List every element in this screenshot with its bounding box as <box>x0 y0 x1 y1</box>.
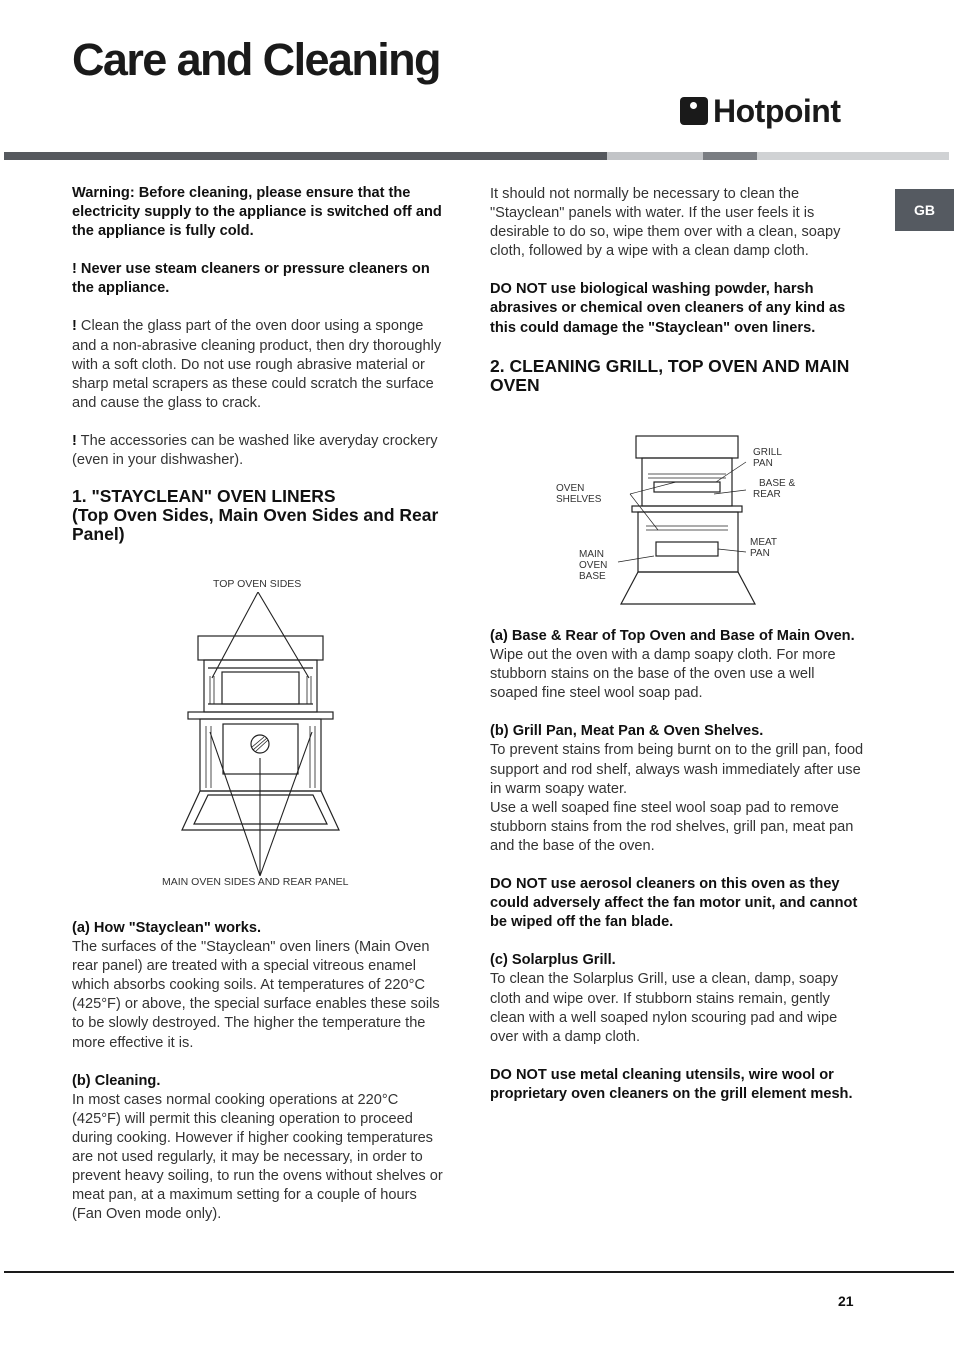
oven-divider <box>188 712 333 719</box>
cleaning-text: In most cases normal cooking operations at 220°C (425°F) will permit this cleaning operation to proceed during cooking. However if higher cooking temperatures are not used regularly, it may be necessary, in order to prevent heavy soiling, to run the ovens without shelves or meat pan, at a maximum setting for a couple of hours (Fan Oven mode only). <box>72 1091 443 1223</box>
base-rear-line-2: REAR <box>753 489 781 500</box>
fan-hatch <box>252 737 268 752</box>
warning-text: Warning: Before cleaning, please ensure that the electricity supply to the appliance is switched off and the appliance is fully cold. <box>72 185 442 240</box>
meat-pan-line-2: PAN <box>750 548 770 559</box>
oven-shelves-line-1: OVEN <box>556 483 585 494</box>
grill-pan-line-2: PAN <box>753 458 773 469</box>
main-sides-pointer-lines <box>210 732 312 876</box>
how-heading: (a) How "Stayclean" works. <box>72 920 262 936</box>
brand-logo <box>680 92 841 130</box>
right-column-bottom <box>490 627 864 1123</box>
cleaning-heading: (b) Cleaning. <box>72 1072 161 1089</box>
left-column-bottom <box>72 919 444 1243</box>
grill-pan-text-2: Use a well soaped fine steel wool soap pad to remove stubborn stains from the rod shelves, grill pan, meat pan and the base of the oven. <box>490 799 854 854</box>
fig2-door <box>621 572 755 604</box>
grill-pan-text-1: To prevent stains from being burnt on to the grill pan, food support and rod shelf, always wash immediately after use in warm soapy water. <box>490 742 864 797</box>
fig2-meat-pan-label <box>750 537 777 559</box>
section1-title: 1. "STAYCLEAN" OVEN LINERS <box>72 486 336 507</box>
fig1-bottom-label: MAIN OVEN SIDES AND REAR PANEL <box>162 876 349 888</box>
accessories-bang: ! <box>72 432 77 449</box>
fig2-divider <box>632 506 742 512</box>
language-tab: GB <box>895 189 954 231</box>
top-oven-inner <box>222 672 299 704</box>
fig2-grill-pan-label <box>753 447 782 469</box>
glass-paragraph <box>72 317 444 412</box>
do-not-aerosol-text: DO NOT use aerosol cleaners on this oven as they could adversely affect the fan motor unit, and cannot be wiped off the fan blade. <box>490 876 858 931</box>
right-column <box>490 185 864 395</box>
do-not-metal-text: DO NOT use metal cleaning utensils, wire wool or proprietary oven cleaners on the grill element mesh. <box>490 1066 853 1102</box>
section1-subtitle: (Top Oven Sides, Main Oven Sides and Rear Panel) <box>72 505 439 545</box>
header-bar-light-2 <box>757 152 949 160</box>
page-number: 21 <box>838 1293 854 1309</box>
section2-title: 2. CLEANING GRILL, TOP OVEN AND MAIN OVEN <box>490 355 850 395</box>
header-bar-mid <box>703 152 757 160</box>
top-oven-side-rails <box>210 676 311 704</box>
top-oven-shelf <box>208 668 313 704</box>
base-rear-heading: (a) Base & Rear of Top Oven and Base of Main Oven. <box>490 628 855 644</box>
fig2-oven-shelves-label <box>556 483 601 505</box>
meat-pan-line-1: MEAT <box>750 537 778 548</box>
solarplus-text: To clean the Solarplus Grill, use a clean, damp, soapy cloth and wipe over. If stubborn stains remain, gently clean with a well soaped nylon scouring pad and wipe over with a damp cloth. <box>490 971 839 1045</box>
left-column <box>72 184 444 544</box>
fig2-meat-pan <box>656 542 718 556</box>
top-sides-pointer-lines <box>212 592 309 678</box>
brand-name: Hotpoint <box>713 92 841 129</box>
fig1-top-label: TOP OVEN SIDES <box>213 578 302 590</box>
do-not-bio-text: DO NOT use biological washing powder, harsh abrasives or chemical oven cleaners of any kind as this could damage the "Stayclean" oven liners. <box>490 281 846 336</box>
main-base-line-1: MAIN <box>579 549 604 560</box>
base-rear-line-1: BASE & <box>759 478 796 489</box>
grill-pan-heading: (b) Grill Pan, Meat Pan & Oven Shelves. <box>490 723 764 740</box>
solarplus-heading: (c) Solarplus Grill. <box>490 952 616 969</box>
oven-top-panel <box>198 636 323 660</box>
fig2-main-base-label <box>579 549 607 582</box>
grill-pan-line-1: GRILL <box>753 447 782 458</box>
header-bar-dark <box>4 152 607 160</box>
fig2-top-panel <box>636 436 738 458</box>
how-text: The surfaces of the "Stayclean" oven liners (Main Oven rear panel) are treated with a special vitreous enamel which absorbs cooking soils. At temperatures of 220°C (425°F) or above, the special surface enables these soils to be slowly destroyed. The higher the temperature the more effective it is. <box>72 939 440 1051</box>
stayclean-oven-figure <box>178 592 343 877</box>
fig2-grill-pan <box>654 482 720 492</box>
header-bar-light-1 <box>607 152 703 160</box>
stayclean-water-text: It should not normally be necessary to clean the "Stayclean" panels with water. If the user feels it is desirable to do so, wipe them over with a clean, soapy cloth, followed by a wipe with a clean damp cloth. <box>490 186 841 260</box>
footer-rule <box>4 1271 954 1273</box>
glass-bang: ! <box>72 318 77 335</box>
oven-shelves-line-2: SHELVES <box>556 494 602 505</box>
main-base-line-2: OVEN <box>579 560 608 571</box>
page-title: Care and Cleaning <box>72 34 440 85</box>
accessories-paragraph <box>72 432 444 470</box>
grill-oven-figure <box>596 434 756 606</box>
hotpoint-logo-icon <box>680 97 708 125</box>
never-steam-text: ! Never use steam cleaners or pressure cleaners on the appliance. <box>72 261 430 297</box>
glass-text: Clean the glass part of the oven door using a sponge and a non-abrasive cleaning product, then dry thoroughly with a soft cloth. Do not use rough abrasive material or sharp metal scrapers as these could scratch the surface and cause the glass to crack. <box>72 318 442 411</box>
accessories-text: The accessories can be washed like averyday crockery (even in your dishwasher). <box>72 432 438 469</box>
main-base-line-3: BASE <box>579 571 606 582</box>
base-rear-text: Wipe out the oven with a damp soapy cloth. For more stubborn stains on the base of the oven use a well soaped fine steel wool soap pad. <box>490 647 836 702</box>
fig2-base-rear-label <box>753 478 795 500</box>
